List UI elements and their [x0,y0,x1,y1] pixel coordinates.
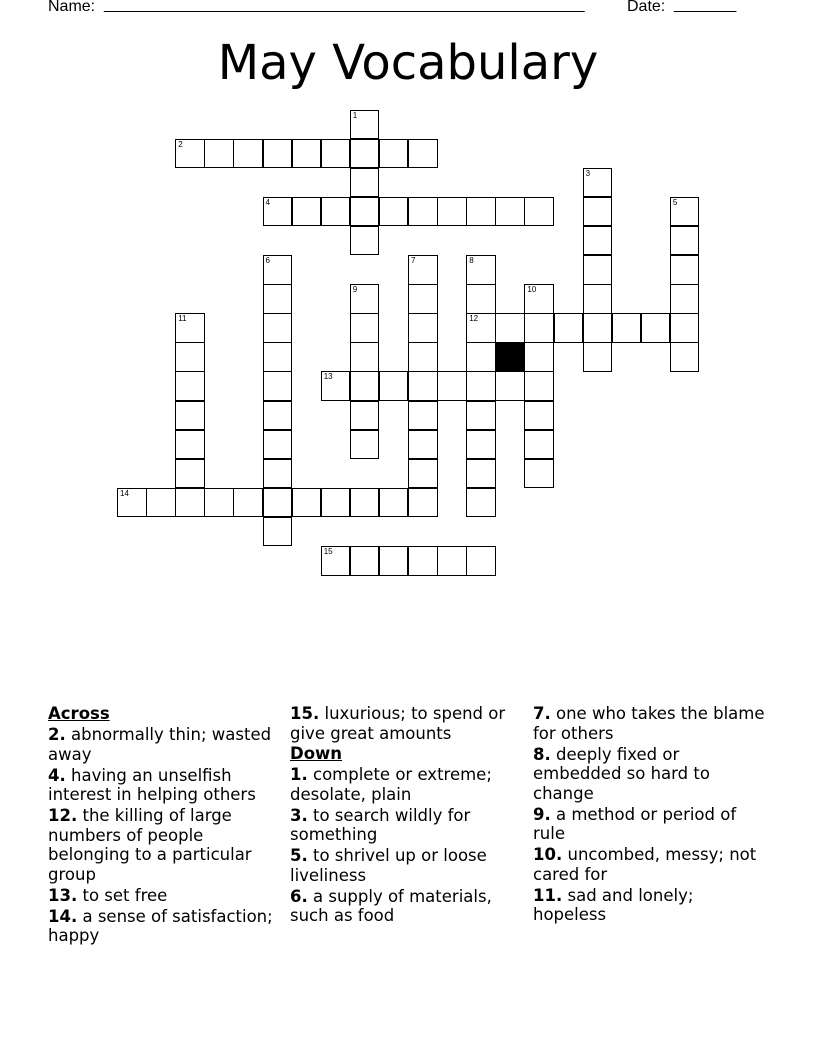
grid-cell[interactable] [670,226,700,256]
grid-cell[interactable] [263,401,293,431]
clue-across-13 [48,886,283,906]
grid-cell[interactable] [263,488,293,518]
grid-cell[interactable] [233,488,263,518]
grid-cell[interactable] [321,371,351,401]
grid-cell[interactable] [670,255,700,285]
grid-cell[interactable] [263,371,293,401]
grid-cell[interactable] [263,255,293,285]
grid-cell[interactable] [175,488,205,518]
cell-number: 11 [178,314,187,324]
cell-number: 5 [672,197,678,207]
cell-number: 8 [469,256,474,265]
cell-number: 12 [469,314,479,324]
cell-number: 2 [178,139,183,149]
cell-number: 9 [352,285,358,295]
grid-cell[interactable] [524,459,554,489]
clue-across-12 [48,806,283,884]
clue-text: deeply fixed or embedded so hard to change [533,744,710,803]
grid-cell[interactable] [437,546,467,576]
grid-cell[interactable] [350,401,380,431]
grid-cell[interactable] [379,488,409,518]
down-heading: Down [290,744,343,763]
grid-cell[interactable] [350,371,380,401]
clue-text: the killing of large numbers of people belonging to a particular group [48,806,252,884]
clue-text: complete or extreme; desolate, plain [290,765,492,804]
clue-column-3 [533,703,768,925]
black-cell [495,342,525,372]
grid-cell[interactable] [379,546,409,576]
grid-cell[interactable] [263,313,293,343]
clue-text: having an unselfish interest in helping others [48,765,256,804]
grid-cell[interactable] [583,255,613,285]
cell-number: 1 [352,110,358,120]
grid-cell[interactable] [408,488,438,518]
grid-cell[interactable] [350,226,380,256]
clue-down-5 [290,846,525,885]
grid-cell[interactable] [175,401,205,431]
clue-down-10 [533,845,768,884]
grid-cell[interactable] [408,401,438,431]
grid-cell[interactable] [583,313,613,343]
clue-number: 9. [533,804,551,824]
grid-cell[interactable] [204,139,234,169]
grid-cell[interactable] [175,139,205,169]
grid-cell[interactable] [670,313,700,343]
grid-cell[interactable] [175,430,205,460]
grid-cell[interactable] [495,197,525,227]
grid-cell[interactable] [350,430,380,460]
grid-cell[interactable] [524,430,554,460]
cell-number: 14 [120,488,129,498]
clue-text: to set free [82,885,168,905]
grid-cell[interactable] [524,371,554,401]
clue-text: sad and lonely; hopeless [533,885,694,924]
clue-down-7 [533,704,768,743]
grid-cell[interactable] [466,546,496,576]
clue-text: uncombed, messy; not cared for [533,845,757,884]
grid-cell[interactable] [321,139,351,169]
grid-cell[interactable] [466,488,496,518]
grid-cell[interactable] [495,313,525,343]
grid-cell[interactable] [321,488,351,518]
grid-cell[interactable] [204,488,234,518]
grid-cell[interactable] [466,255,496,285]
grid-cell[interactable] [117,488,147,518]
clue-down-11 [533,886,768,925]
grid-cell[interactable] [292,197,322,227]
clue-number: 5. [290,846,308,865]
grid-cell[interactable] [408,430,438,460]
clue-number: 7. [533,704,551,723]
grid-cell[interactable] [350,139,380,169]
cell-number: 7 [411,256,416,265]
clue-down-9 [533,805,768,844]
clue-column-2 [290,703,525,926]
grid-cell[interactable] [524,313,554,343]
grid-cell[interactable] [321,546,351,576]
grid-cell[interactable] [466,430,496,460]
grid-cell[interactable] [408,139,438,169]
grid-cell[interactable] [350,168,380,198]
grid-cell[interactable] [524,342,554,372]
grid-cell[interactable] [408,255,438,285]
clue-across-4 [48,766,283,805]
grid-cell[interactable] [583,342,613,372]
grid-cell[interactable] [524,197,554,227]
grid-cell[interactable] [292,139,322,169]
grid-cell[interactable] [524,401,554,431]
grid-cell[interactable] [263,517,293,547]
grid-cell[interactable] [612,313,642,343]
grid-cell[interactable] [379,371,409,401]
name-line[interactable]: ______________________________________________________ [104,0,585,13]
grid-cell[interactable] [175,313,205,343]
grid-cell[interactable] [466,401,496,431]
clue-number: 13. [48,885,78,905]
grid-cell[interactable] [408,546,438,576]
clue-number: 4. [48,765,66,785]
grid-cell[interactable] [408,284,438,314]
date-label: Date: [627,0,666,15]
clue-number: 3. [290,805,308,825]
grid-cell[interactable] [263,139,293,169]
clue-down-3 [290,806,525,845]
grid-cell[interactable] [554,313,584,343]
grid-cell[interactable] [263,197,293,227]
clue-text: luxurious; to spend or give great amounts [290,704,506,743]
clue-text: to shrivel up or loose liveliness [290,846,487,885]
grid-cell[interactable] [263,430,293,460]
date-line[interactable]: _______ [674,0,737,13]
grid-cell[interactable] [466,313,496,343]
grid-cell[interactable] [233,139,263,169]
grid-cell[interactable] [524,284,554,314]
clue-down-6 [290,887,525,926]
clue-number: 8. [533,744,551,764]
grid-cell[interactable] [583,284,613,314]
grid-cell[interactable] [583,197,613,227]
cell-number: 4 [265,197,270,207]
grid-cell[interactable] [466,197,496,227]
clue-text: abnormally thin; wasted away [48,725,272,764]
clue-text: a sense of satisfaction; happy [48,906,273,945]
grid-cell[interactable] [437,371,467,401]
clue-text: a method or period of rule [533,804,737,843]
name-label: Name: [48,0,96,15]
grid-cell[interactable] [175,371,205,401]
clue-number: 10. [533,845,563,864]
grid-cell[interactable] [292,488,322,518]
grid-cell[interactable] [175,459,205,489]
clue-number: 14. [48,906,78,926]
grid-cell[interactable] [350,546,380,576]
grid-cell[interactable] [175,342,205,372]
clue-column-1 [48,703,283,946]
cell-number: 3 [585,168,591,178]
grid-cell[interactable] [350,110,380,140]
cell-number: 6 [265,256,270,265]
clue-text: a supply of materials, such as food [290,886,492,925]
page-title: May Vocabulary [217,35,599,91]
grid-cell[interactable] [408,371,438,401]
grid-cell[interactable] [670,342,700,372]
clue-across-15 [290,704,525,743]
grid-cell[interactable] [379,197,409,227]
clue-text: to search wildly for something [290,805,471,844]
grid-cell[interactable] [350,197,380,227]
grid-cell[interactable] [263,284,293,314]
grid-cell[interactable] [408,197,438,227]
grid-cell[interactable] [641,313,671,343]
cell-number: 13 [323,372,333,382]
grid-cell[interactable] [350,313,380,343]
grid-cell[interactable] [350,284,380,314]
grid-cell[interactable] [466,459,496,489]
grid-cell[interactable] [408,342,438,372]
grid-cell[interactable] [670,284,700,314]
grid-cell[interactable] [263,342,293,372]
clue-number: 6. [290,886,308,906]
across-heading: Across [48,704,110,723]
grid-cell[interactable] [408,313,438,343]
grid-cell[interactable] [670,197,700,227]
cell-number: 15 [323,547,333,556]
grid-cell[interactable] [263,459,293,489]
cell-number: 10 [527,285,537,295]
clue-text: one who takes the blame for others [533,704,765,743]
grid-cell[interactable] [466,371,496,401]
grid-cell[interactable] [437,197,467,227]
clue-number: 1. [290,765,308,784]
grid-cell[interactable] [583,226,613,256]
grid-cell[interactable] [408,459,438,489]
grid-cell[interactable] [466,342,496,372]
clue-down-1 [290,765,525,804]
clue-number: 2. [48,725,66,744]
grid-cell[interactable] [350,488,380,518]
grid-cell[interactable] [350,342,380,372]
clue-number: 15. [290,704,320,723]
grid-cell[interactable] [466,284,496,314]
grid-cell[interactable] [583,168,613,198]
clue-down-8 [533,745,768,804]
grid-cell[interactable] [321,197,351,227]
grid-cell[interactable] [495,371,525,401]
clue-across-14 [48,907,283,946]
grid-cell[interactable] [379,139,409,169]
grid-cell[interactable] [146,488,176,518]
clue-number: 11. [533,885,563,905]
clue-number: 12. [48,806,78,825]
clue-across-2 [48,725,283,764]
